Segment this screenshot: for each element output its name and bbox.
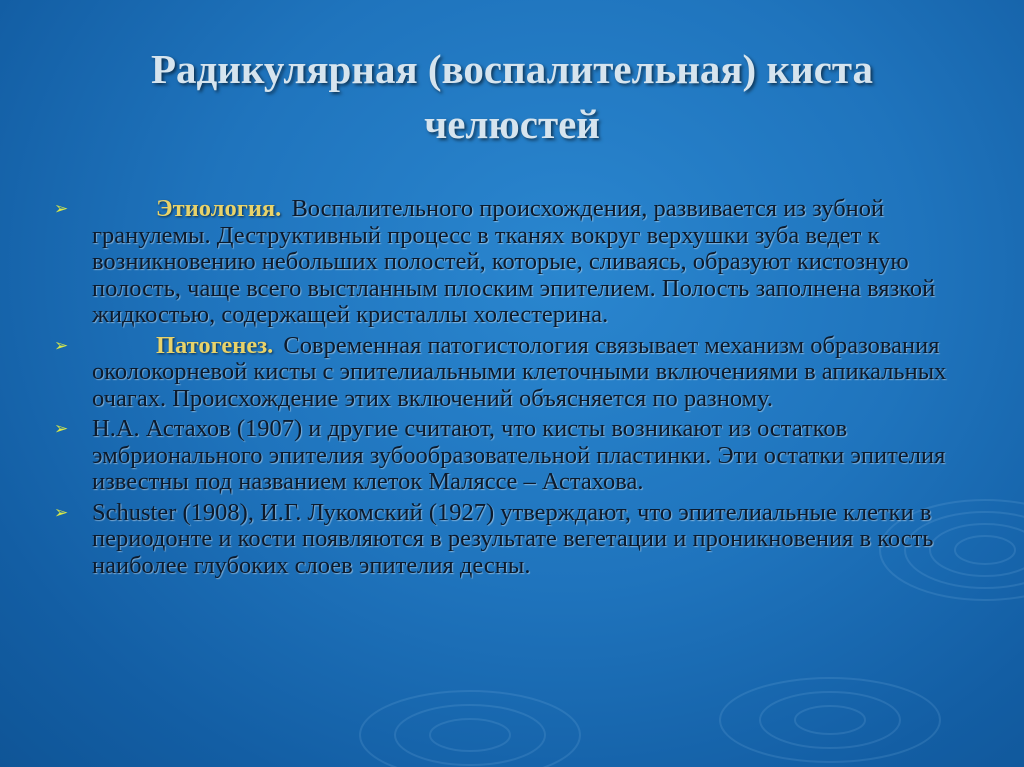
bullet-body: Н.А. Астахов (1907) и другие считают, что кисты возникают из остатков эмбрионального эпителия зубообразовательной пластинки. Эти остатки эпителия известны под названием клеток Малясcе – Астахова. — [92, 415, 946, 495]
bullet-text — [92, 333, 974, 413]
bullet-item-pathogenesis — [54, 333, 974, 413]
bullet-term: Патогенез. — [156, 331, 274, 359]
slide-title-line-2: челюстей — [424, 101, 600, 147]
slide-title — [60, 42, 964, 152]
bullet-list — [54, 196, 974, 583]
bullet-body: Schuster (1908), И.Г. Лукомский (1927) утверждают, что эпителиальные клетки в периодонте и кости появляются в результате вегетации и проникновения в кость наиболее глубоких слоев эпителия десны. — [92, 498, 934, 579]
arrow-bullet-icon: ➢ — [54, 419, 69, 439]
arrow-bullet-icon: ➢ — [54, 199, 69, 219]
bullet-body: Воспалительного происхождения, развивается из зубной гранулемы. Деструктивный процесс в тканях вокруг верхушки зуба ведет к возникновению небольших полостей, которые, сливаясь, образуют кистозную полость, чаще всего выстланным плоским эпителием. Полость заполнена вязкой жидкостью, содержащей кристаллы холестерина. — [92, 195, 936, 328]
arrow-bullet-icon: ➢ — [54, 335, 69, 356]
bullet-body: Современная патогистология связывает механизм образования околокорневой кисты с эпителиальными клеточными включениями в апикальных очагах. Происхождение этих включений объясняется по разному. — [92, 331, 947, 412]
bullet-item-etiology — [54, 196, 974, 329]
bullet-text — [92, 196, 974, 329]
bullet-term: Этиология. — [156, 195, 282, 222]
arrow-bullet-icon: ➢ — [54, 502, 69, 523]
bullet-item-schuster — [54, 500, 974, 580]
slide-title-line-1: Радикулярная (воспалительная) киста — [150, 46, 874, 92]
bullet-item-astakhov — [54, 416, 974, 496]
